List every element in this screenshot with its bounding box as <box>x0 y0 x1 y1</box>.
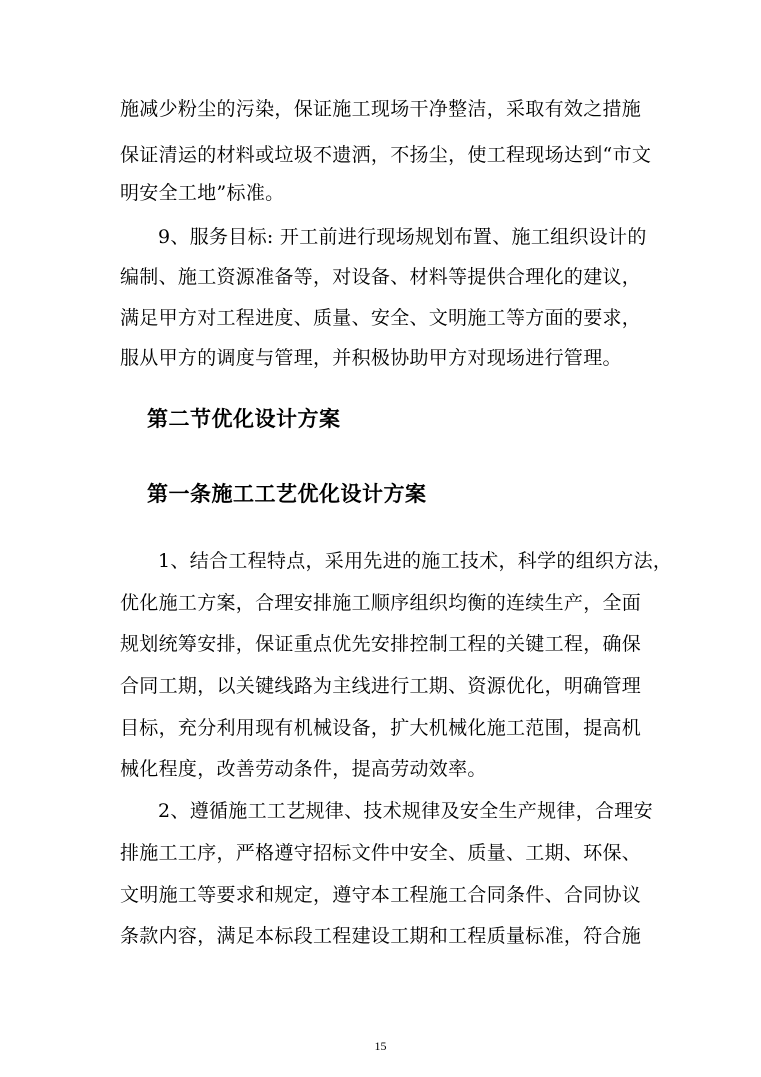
paragraph-line: 文明施工等要求和规定，遵守本工程施工合同条件、合同协议 <box>120 884 642 906</box>
paragraph-line: 施减少粉尘的污染，保证施工现场干净整洁，采取有效之措施 <box>120 98 642 120</box>
paragraph-line: 9、服务目标: 开工前进行现场规划布置、施工组织设计的 <box>158 226 647 248</box>
paragraph-line: 2、遵循施工工艺规律、技术规律及安全生产规律，合理安 <box>158 800 653 822</box>
paragraph-line: 排施工工序，严格遵守招标文件中安全、质量、工期、环保、 <box>120 842 642 864</box>
section-heading: 第二节优化设计方案 <box>147 407 341 431</box>
paragraph-line: 服从甲方的调度与管理，并积极协助甲方对现场进行管理。 <box>120 347 622 369</box>
paragraph-line: 条款内容，满足本标段工程建设工期和工程质量标准，符合施 <box>120 925 642 947</box>
page-number: 15 <box>374 1039 387 1053</box>
paragraph-line: 1、结合工程特点，采用先进的施工技术，科学的组织方法， <box>158 550 673 572</box>
paragraph-line: 保证清运的材料或垃圾不遗洒，不扬尘，使工程现场达到“市文 <box>120 144 652 166</box>
paragraph-line: 优化施工方案，合理安排施工顺序组织均衡的连续生产，全面 <box>120 592 642 614</box>
paragraph-line: 满足甲方对工程进度、质量、安全、文明施工等方面的要求， <box>120 307 642 329</box>
paragraph-line: 编制、施工资源准备等，对设备、材料等提供合理化的建议， <box>120 266 642 288</box>
paragraph-line: 规划统筹安排，保证重点优先安排控制工程的关键工程，确保 <box>120 633 642 655</box>
article-heading: 第一条施工工艺优化设计方案 <box>147 482 427 506</box>
paragraph-line: 目标，充分利用现有机械设备，扩大机械化施工范围，提高机 <box>120 717 642 739</box>
paragraph-line: 明安全工地”标准。 <box>120 182 285 204</box>
paragraph-line: 合同工期，以关键线路为主线进行工期、资源优化，明确管理 <box>120 675 642 697</box>
paragraph-line: 械化程度，改善劳动条件，提高劳动效率。 <box>120 758 487 780</box>
